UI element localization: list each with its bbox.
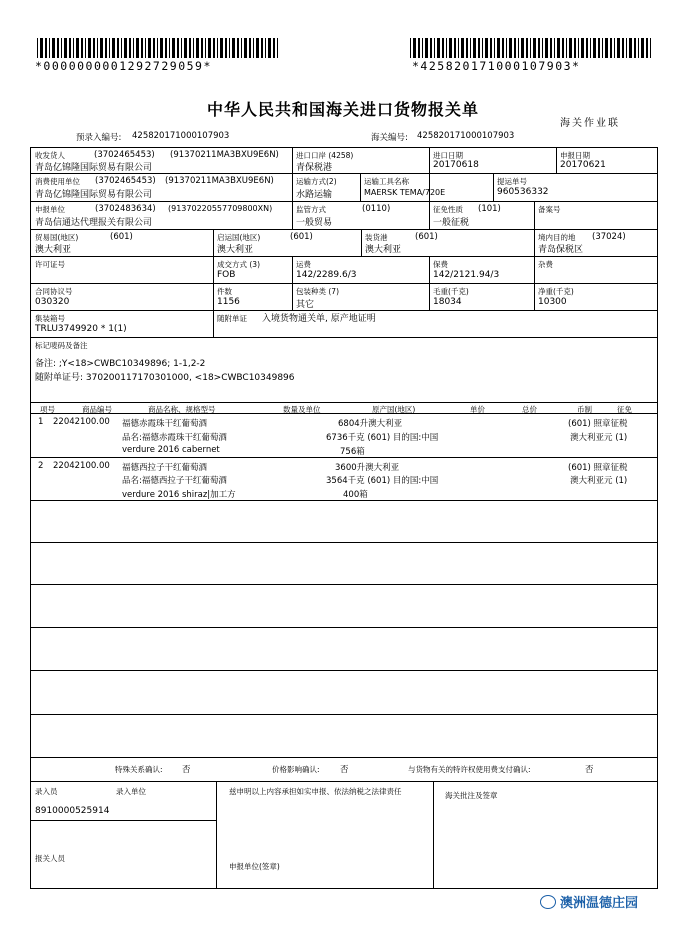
barcode-bar [545, 38, 548, 58]
barcode-bar [538, 38, 540, 58]
barcode-bar [205, 38, 206, 58]
goods-header-name: 商品名称、规格型号 [148, 405, 216, 414]
transport-mode-label: 运输方式(2) [296, 177, 337, 186]
goods-item-2-qty2: 3564千克 (601) 目的国:中国 [326, 476, 439, 486]
barcode-bar [449, 38, 452, 58]
row-line [30, 781, 658, 782]
barcode-bar [181, 38, 182, 58]
tax-nature-value: 一般征税 [433, 218, 470, 228]
declaration-form [30, 147, 658, 889]
barcode-bar [626, 38, 627, 58]
trade-country-code: (601) [110, 232, 133, 242]
barcode-bar [277, 38, 278, 58]
tax-nature-code: (101) [478, 204, 501, 214]
barcode-bar [117, 38, 119, 58]
goods-header-qty: 数量及单位 [283, 405, 321, 414]
barcode-bar [598, 38, 600, 58]
barcode-bar [40, 38, 43, 58]
barcode-bar [57, 38, 59, 58]
col-line [216, 781, 217, 889]
barcode-bar [193, 38, 194, 58]
goods-item-1-code: 22042100.00 [53, 417, 110, 427]
net-value: 10300 [538, 297, 567, 307]
consumer-name: 青岛亿锦隆国际贸易有限公司 [35, 190, 153, 200]
destination-label: 境内目的地 [538, 233, 576, 242]
import-port-label: 进口口岸 (4258) [296, 151, 354, 160]
col-line [360, 173, 361, 201]
row-line [30, 670, 658, 671]
barcode-bar [622, 38, 624, 58]
transport-tool-label: 运输工具名称 [364, 177, 409, 186]
barcode-bar [542, 38, 543, 58]
goods-item-2-qty3: 400箱 [343, 490, 368, 500]
barcode-bar [425, 38, 428, 58]
loading-port-label: 装货港 [365, 233, 388, 242]
col-line [213, 256, 214, 337]
barcode-bar [526, 38, 528, 58]
barcode-bar [602, 38, 603, 58]
goods-item-2-no: 2 [38, 461, 44, 471]
goods-header-code: 商品编号 [82, 405, 112, 414]
net-label: 净重(千克) [538, 287, 574, 296]
bill-no-label: 提运单号 [497, 177, 527, 186]
customs-no-label: 海关编号: [371, 133, 408, 143]
special-relation-value: 否 [182, 765, 191, 775]
declare-date-label: 申报日期 [560, 151, 590, 160]
row-line [30, 500, 658, 501]
barcode-bar [64, 38, 67, 58]
barcode-bar [442, 38, 444, 58]
barcode-bar [169, 38, 170, 58]
gross-label: 毛重(千克) [433, 287, 469, 296]
barcode-bar [473, 38, 476, 58]
barcode-bar [265, 38, 266, 58]
barcode-bar [217, 38, 218, 58]
barcode-bar [88, 38, 91, 58]
consumer-credit: (91370211MA3BXU9E6N) [165, 176, 274, 186]
marks-cert: 随附单证号: 370200117170301000, <18>CWBC10349896 [35, 373, 295, 383]
barcode-bar [514, 38, 516, 58]
barcode-bar [497, 38, 500, 58]
entry-person-label: 录入员 [35, 787, 58, 796]
row-line [30, 337, 658, 338]
barcode-bar [220, 38, 223, 58]
license-label: 许可证号 [35, 260, 65, 269]
goods-item-2-qty1: 3600升澳大利亚 [335, 463, 400, 473]
tax-nature-label: 征免性质 [433, 205, 463, 214]
declarant-label: 申报单位 [35, 205, 65, 214]
row-line [30, 627, 658, 628]
barcode-bar [148, 38, 151, 58]
barcode-bar [413, 38, 416, 58]
row-line [30, 201, 658, 202]
col-line [213, 229, 214, 256]
destination-value: 青岛保税区 [538, 245, 584, 255]
freight-label: 运费 [296, 260, 311, 269]
container-label: 集装箱号 [35, 314, 65, 323]
gross-value: 18034 [433, 297, 462, 307]
barcode-bar [229, 38, 230, 58]
goods-item-1-qty2: 6736千克 (601) 目的国:中国 [326, 433, 439, 443]
col-line [292, 256, 293, 310]
barcode-bar [646, 38, 648, 58]
barcode-bar [458, 38, 459, 58]
barcode-bar [650, 38, 651, 58]
deal-mode-label: 成交方式 (3) [217, 260, 261, 269]
barcode-bar [610, 38, 612, 58]
col-line [361, 229, 362, 256]
declaration-statement: 兹申明以上内容承担如实申报、依法纳税之法律责任 [229, 787, 402, 796]
barcode-bar [518, 38, 519, 58]
insurance-label: 保费 [433, 260, 448, 269]
goods-header-price: 单价 [470, 405, 485, 414]
goods-header-no: 项号 [40, 405, 55, 414]
royalty-label: 与货物有关的特许权使用费支付确认: [408, 765, 531, 774]
barcode-bar [133, 38, 134, 58]
barcode-bar [521, 38, 524, 58]
barcode-bar [557, 38, 560, 58]
barcode-bar [506, 38, 507, 58]
barcode-bar [241, 38, 242, 58]
goods-item-1-currency: 澳大利亚元 (1) [570, 433, 628, 443]
barcode-bar [562, 38, 564, 58]
barcode-bar [502, 38, 504, 58]
barcode-bar [145, 38, 146, 58]
goods-item-1-tax: (601) 照章征税 [568, 419, 628, 429]
entry-id: 8910000525914 [35, 806, 110, 816]
barcode-bar [268, 38, 271, 58]
barcode-bar [189, 38, 191, 58]
barcode-bar [165, 38, 167, 58]
barcode-bar [253, 38, 254, 58]
goods-item-1-qty1: 6804升澳大利亚 [338, 419, 403, 429]
transport-tool-value: MAERSK TEMA/720E [364, 188, 446, 197]
barcode-bar [430, 38, 432, 58]
barcode-bar [237, 38, 239, 58]
barcode-bar [261, 38, 263, 58]
watermark-text: 澳洲温德庄园 [560, 896, 639, 911]
marks-note: 备注: ;Y<18>CWBC10349896; 1-1,2-2 [35, 359, 206, 369]
import-port-value: 青保税港 [296, 163, 333, 173]
barcode-bar [69, 38, 71, 58]
royalty-value: 否 [585, 765, 594, 775]
barcode-bar [494, 38, 495, 58]
col-line [493, 173, 494, 201]
row-line [30, 229, 658, 230]
row-line [30, 413, 658, 414]
barcode-bar [434, 38, 435, 58]
barcode-bar [410, 38, 411, 58]
barcode-left [37, 38, 282, 58]
barcode-bar [641, 38, 644, 58]
barcode-bar [578, 38, 579, 58]
col-line [556, 147, 557, 173]
barcode-bar [256, 38, 259, 58]
origin-country-code: (601) [290, 232, 313, 242]
customs-number: 425820171000107903 [417, 131, 515, 141]
customs-note-label: 海关批注及签章 [445, 791, 498, 800]
barcode-bar [617, 38, 620, 58]
barcode-bar [249, 38, 251, 58]
declare-person-label: 报关人员 [35, 854, 65, 863]
barcode-bar [73, 38, 74, 58]
supervision-value: 一般贸易 [296, 218, 333, 228]
barcode-bar [157, 38, 158, 58]
declarant-credit: (91370220557709800XN) [168, 204, 273, 213]
goods-item-1-name: 福德赤霞珠干红葡萄酒 [122, 419, 208, 429]
declare-date-value: 20170621 [560, 160, 606, 170]
declarant-code: (3702483634) [95, 204, 156, 214]
goods-item-1-qty3: 756箱 [340, 447, 365, 457]
barcode-left-number: *0000000001292729059* [35, 59, 212, 73]
goods-item-2-name: 福德西拉子干红葡萄酒 [122, 463, 208, 473]
pre-entry-number: 425820171000107903 [132, 131, 230, 141]
consignee-code: (3702465453) [94, 150, 155, 160]
barcode-bar [629, 38, 632, 58]
barcode-bar [97, 38, 98, 58]
barcode-bar [141, 38, 143, 58]
barcode-bar [454, 38, 456, 58]
goods-item-2-currency: 澳大利亚元 (1) [570, 476, 628, 486]
destination-code: (37024) [592, 232, 626, 242]
barcode-bar [566, 38, 567, 58]
barcode-bar [213, 38, 215, 58]
loading-port-value: 澳大利亚 [365, 245, 402, 255]
barcode-bar [485, 38, 488, 58]
pack-type-value: 其它 [296, 300, 315, 310]
price-effect-value: 否 [340, 765, 349, 775]
barcode-bar [136, 38, 139, 58]
goods-item-1-no: 1 [38, 417, 44, 427]
goods-item-2-name2: 品名:福德西拉子干红葡萄酒 [122, 476, 227, 486]
goods-header-currency: 币制 [577, 405, 592, 414]
barcode-bar [225, 38, 227, 58]
consignee-label: 收发货人 [35, 151, 65, 160]
attached-value: 入境货物通关单, 原产地证明 [262, 314, 376, 324]
col-line [429, 256, 430, 310]
insurance-value: 142/2121.94/3 [433, 270, 500, 280]
barcode-bar [569, 38, 572, 58]
barcode-bar [172, 38, 175, 58]
barcode-bar [590, 38, 591, 58]
form-subtitle: 海关作业联 [560, 118, 620, 129]
transport-mode-value: 水路运输 [296, 190, 333, 200]
goods-header-tax: 征免 [617, 405, 632, 414]
barcode-bar [153, 38, 155, 58]
goods-item-2-tax: (601) 照章征税 [568, 463, 628, 473]
barcode-bar [418, 38, 420, 58]
barcode-bar [466, 38, 468, 58]
barcode-bar [232, 38, 235, 58]
barcode-bar [593, 38, 596, 58]
barcode-bar [550, 38, 552, 58]
barcode-bar [196, 38, 199, 58]
barcode-bar [85, 38, 86, 58]
col-line [534, 229, 535, 256]
watermark [540, 892, 638, 911]
misc-label: 杂费 [538, 260, 553, 269]
row-line [30, 256, 658, 257]
barcode-bar [100, 38, 103, 58]
row-line [30, 402, 658, 403]
goods-header-total: 总价 [522, 405, 537, 414]
barcode-bar [129, 38, 131, 58]
row-line [30, 283, 658, 284]
barcode-bar [109, 38, 110, 58]
barcode-bar [530, 38, 531, 58]
row-line [30, 584, 658, 585]
barcode-bar [61, 38, 62, 58]
goods-item-1-spec: verdure 2016 cabernet [122, 445, 220, 455]
barcode-bar [581, 38, 584, 58]
container-value: TRLU3749920 * 1(1) [35, 324, 127, 334]
barcode-bar [105, 38, 107, 58]
barcode-bar [177, 38, 179, 58]
row-line [30, 757, 658, 758]
row-line [30, 714, 658, 715]
barcode-bar [121, 38, 122, 58]
bill-no-value: 960536332 [497, 187, 549, 197]
barcode-bar [634, 38, 636, 58]
col-line [292, 147, 293, 229]
entry-unit-label: 录入单位 [116, 787, 146, 796]
barcode-bar [638, 38, 639, 58]
barcode-bar [124, 38, 127, 58]
barcode-bar [49, 38, 50, 58]
barcode-bar [470, 38, 471, 58]
barcode-bar [586, 38, 588, 58]
barcode-bar [614, 38, 615, 58]
declare-unit-label: 申报单位(签章) [229, 862, 280, 871]
loading-port-code: (601) [415, 232, 438, 242]
barcode-bar [478, 38, 480, 58]
goods-header-origin: 原产国(地区) [372, 405, 416, 414]
supervision-code: (0110) [362, 204, 391, 214]
barcode-right [410, 38, 656, 58]
barcode-bar [446, 38, 447, 58]
import-date-value: 20170618 [433, 160, 479, 170]
contract-label: 合同协议号 [35, 287, 73, 296]
row-line [30, 542, 658, 543]
wechat-icon [540, 895, 556, 909]
barcode-bar [184, 38, 187, 58]
declarant-name: 青岛信通达代理报关有限公司 [35, 218, 153, 228]
col-line [433, 781, 434, 889]
pieces-label: 件数 [217, 287, 232, 296]
barcode-bar [76, 38, 79, 58]
marks-label: 标记唛码及备注 [35, 341, 88, 350]
deal-mode-value: FOB [217, 270, 236, 280]
pack-type-label: 包装种类 (7) [296, 287, 340, 296]
col-line [534, 201, 535, 229]
import-date-label: 进口日期 [433, 151, 463, 160]
row-line [30, 173, 658, 174]
barcode-bar [160, 38, 163, 58]
barcode-bar [201, 38, 203, 58]
barcode-bar [574, 38, 576, 58]
barcode-right-number: *425820171000107903* [412, 59, 581, 73]
barcode-bar [605, 38, 608, 58]
row-line [30, 457, 658, 458]
pre-entry-label: 预录入编号: [76, 133, 122, 143]
origin-country-label: 启运国(地区) [217, 233, 261, 242]
col-line [534, 256, 535, 310]
contract-value: 030320 [35, 297, 70, 307]
supervision-label: 监管方式 [296, 205, 326, 214]
special-relation-label: 特殊关系确认: [115, 765, 163, 774]
barcode-bar [37, 38, 38, 58]
barcode-bar [244, 38, 247, 58]
barcode-bar [533, 38, 536, 58]
barcode-bar [112, 38, 115, 58]
barcode-bar [554, 38, 555, 58]
goods-item-2-spec: verdure 2016 shiraz|加工方 [122, 490, 236, 500]
barcode-bar [208, 38, 211, 58]
goods-item-2-code: 22042100.00 [53, 461, 110, 471]
origin-country-value: 澳大利亚 [217, 245, 254, 255]
barcode-bar [52, 38, 55, 58]
barcode-bar [81, 38, 83, 58]
form-title: 中华人民共和国海关进口货物报关单 [206, 100, 479, 119]
barcode-bar [461, 38, 464, 58]
freight-value: 142/2289.6/3 [296, 270, 357, 280]
record-no-label: 备案号 [538, 205, 561, 214]
attached-label: 随附单证 [217, 314, 247, 323]
barcode-bar [422, 38, 423, 58]
goods-item-1-name2: 品名:福德赤霞珠干红葡萄酒 [122, 433, 227, 443]
barcode-bar [509, 38, 512, 58]
consumer-label: 消费使用单位 [35, 177, 80, 186]
trade-country-value: 澳大利亚 [35, 245, 72, 255]
price-effect-label: 价格影响确认: [272, 765, 320, 774]
pieces-value: 1156 [217, 297, 240, 307]
consumer-code: (3702465453) [95, 176, 156, 186]
row-line [30, 820, 216, 821]
barcode-bar [490, 38, 492, 58]
barcode-bar [93, 38, 95, 58]
barcode-bar [45, 38, 47, 58]
barcode-bar [437, 38, 440, 58]
consignee-name: 青岛亿锦隆国际贸易有限公司 [35, 163, 153, 173]
consignee-credit: (91370211MA3BXU9E6N) [170, 150, 279, 160]
trade-country-label: 贸易国(地区) [35, 233, 79, 242]
barcode-bar [482, 38, 483, 58]
barcode-bar [273, 38, 275, 58]
